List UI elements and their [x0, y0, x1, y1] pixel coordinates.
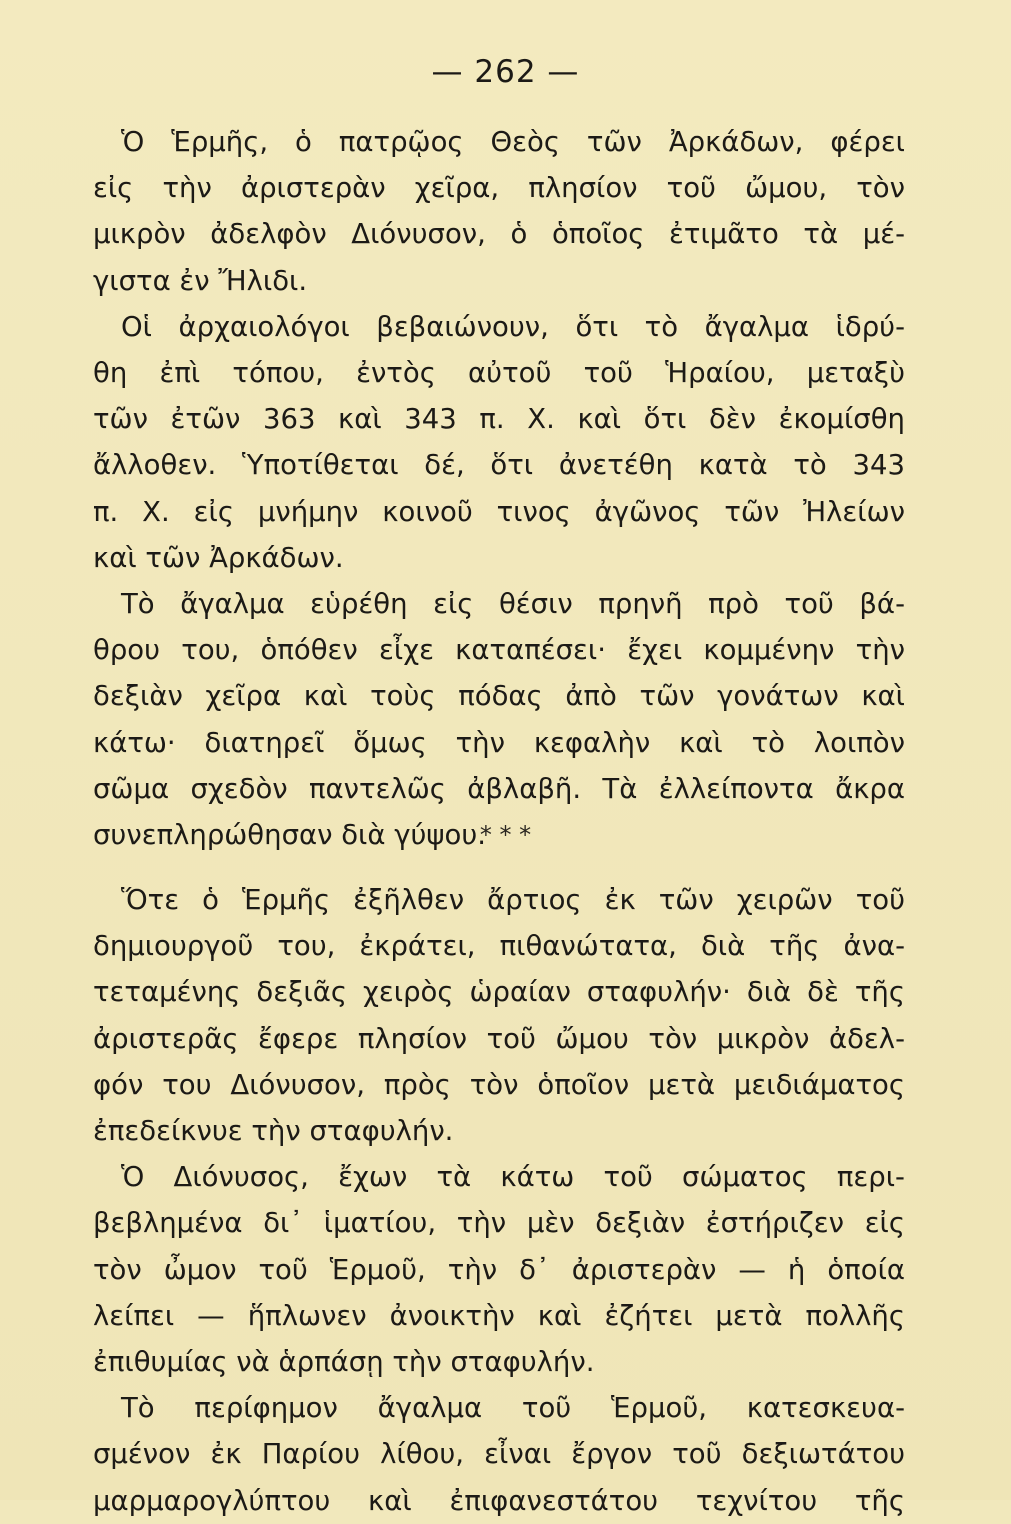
text-line: σῶμα σχεδὸν παντελῶς ἀβλαβῆ. Τὰ ἐλλείποντα ἄκρα	[93, 772, 905, 805]
text-line: Τὸ περίφημον ἄγαλμα τοῦ Ἑρμοῦ, κατεσκευα-	[121, 1392, 905, 1425]
text-line: καὶ τῶν Ἀρκάδων.	[93, 541, 344, 574]
text-line: συνεπληρώθησαν διὰ γύψου.	[93, 819, 487, 852]
text-line: Ὁ Ἑρμῆς, ὁ πατρῷος Θεὸς τῶν Ἀρκάδων, φέρει	[121, 126, 905, 158]
text-line: δημιουργοῦ του, ἐκράτει, πιθανώτατα, διὰ τῆς ἀνα-	[93, 930, 905, 963]
text-line: τῶν ἐτῶν 363 καὶ 343 π. Χ. καὶ ὅτι δὲν ἐκομίσθη	[93, 403, 905, 436]
text-line: ἀριστερᾶς ἔφερε πλησίον τοῦ ὤμου τὸν μικρὸν ἀδελ-	[93, 1022, 905, 1055]
text-line: εἰς τὴν ἀριστερὰν χεῖρα, πλησίον τοῦ ὤμου, τὸν	[93, 172, 905, 205]
text-block-bottom	[93, 877, 905, 1524]
text-line: Τὸ ἄγαλμα εὑρέθη εἰς θέσιν πρηνῆ πρὸ τοῦ βά-	[121, 588, 905, 621]
text-line: ἄλλοθεν. Ὑποτίθεται δέ, ὅτι ἀνετέθη κατὰ τὸ 343	[93, 449, 905, 482]
text-line: μικρὸν ἀδελφὸν Διόνυσον, ὁ ὁποῖος ἐτιμᾶτο τὰ μέ-	[93, 218, 905, 251]
text-line: γιστα ἐν Ἤλιδι.	[93, 264, 308, 297]
paragraph	[93, 1154, 905, 1385]
text-line: βεβλημένα δι᾽ ἱματίου, τὴν μὲν δεξιὰν ἐστήριζεν εἰς	[93, 1207, 905, 1240]
text-line: τὸν ὦμον τοῦ Ἑρμοῦ, τὴν δ᾽ ἀριστερὰν — ἡ ὁποία	[93, 1253, 905, 1286]
text-line: Ὅτε ὁ Ἑρμῆς ἐξῆλθεν ἄρτιος ἐκ τῶν χειρῶν τοῦ	[121, 884, 905, 916]
section-separator: * * *	[479, 821, 532, 849]
text-line: ἐπεδείκνυε τὴν σταφυλήν.	[93, 1115, 454, 1148]
paragraph	[93, 304, 905, 581]
text-line: σμένον ἐκ Παρίου λίθου, εἶναι ἔργον τοῦ δεξιωτάτου	[93, 1438, 905, 1471]
paragraph	[93, 1385, 905, 1524]
text-line: θρου του, ὁπόθεν εἶχε καταπέσει· ἔχει κομμένην τὴν	[93, 634, 905, 667]
paragraph	[93, 877, 905, 1154]
text-line: θη ἐπὶ τόπου, ἐντὸς αὐτοῦ τοῦ Ἡραίου, μεταξὺ	[93, 357, 905, 390]
text-block-top	[93, 119, 905, 858]
text-line: ἐπιθυμίας νὰ ἁρπάσῃ τὴν σταφυλήν.	[93, 1346, 595, 1379]
text-line: κάτω· διατηρεῖ ὅμως τὴν κεφαλὴν καὶ τὸ λοιπὸν	[93, 726, 905, 759]
text-line: Οἱ ἀρχαιολόγοι βεβαιώνουν, ὅτι τὸ ἄγαλμα ἱδρύ-	[121, 310, 905, 343]
paragraph	[93, 119, 905, 304]
text-line: Ὁ Διόνυσος, ἔχων τὰ κάτω τοῦ σώματος περι-	[121, 1161, 905, 1194]
text-line: φόν του Διόνυσον, πρὸς τὸν ὁποῖον μετὰ μειδιάματος	[93, 1068, 905, 1101]
page-number: — 262 —	[431, 54, 580, 90]
text-line: τεταμένης δεξιᾶς χειρὸς ὡραίαν σταφυλήν· διὰ δὲ τῆς	[93, 976, 905, 1009]
text-line: π. Χ. εἰς μνήμην κοινοῦ τινος ἀγῶνος τῶν Ἠλείων	[93, 495, 905, 528]
text-line: λείπει — ἥπλωνεν ἀνοικτὴν καὶ ἐζήτει μετὰ πολλῆς	[93, 1299, 905, 1332]
text-line: δεξιὰν χεῖρα καὶ τοὺς πόδας ἀπὸ τῶν γονάτων καὶ	[93, 680, 905, 713]
text-line: μαρμαρογλύπτου καὶ ἐπιφανεστάτου τεχνίτου τῆς	[93, 1484, 905, 1517]
